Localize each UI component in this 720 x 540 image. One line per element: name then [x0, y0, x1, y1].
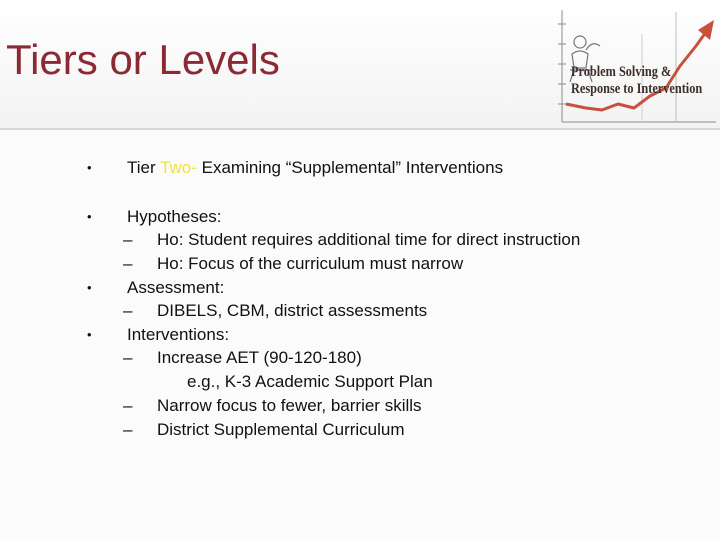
bullet-marker: • [87, 209, 92, 224]
slide-title: Tiers or Levels [6, 36, 280, 83]
title-divider [0, 128, 720, 130]
intervention-item: Narrow focus to fewer, barrier skills [157, 396, 422, 415]
bullet-marker: • [87, 160, 92, 175]
logo-line-1: Problem Solving & [571, 64, 672, 80]
intervention-example: e.g., K-3 Academic Support Plan [187, 372, 433, 391]
dash-marker: – [123, 230, 133, 249]
dash-marker: – [123, 301, 133, 320]
hypothesis-item: Ho: Focus of the curriculum must narrow [157, 254, 464, 273]
tier-suffix: Examining “Supplemental” Interventions [196, 158, 504, 177]
tier-prefix: Tier [127, 158, 161, 177]
intervention-item: Increase AET (90-120-180) [157, 348, 362, 367]
dash-marker: – [123, 348, 133, 367]
hypothesis-item: Ho: Student requires additional time for direct instruction [157, 230, 581, 249]
dash-marker: – [123, 254, 133, 273]
hypotheses-heading: Hypotheses: [127, 207, 222, 226]
intervention-item: District Supplemental Curriculum [157, 420, 405, 439]
assessment-item: DIBELS, CBM, district assessments [157, 301, 428, 320]
interventions-heading: Interventions: [127, 325, 230, 344]
dash-marker: – [123, 420, 133, 439]
tier-line [127, 158, 503, 178]
bullet-marker: • [87, 327, 92, 342]
logo-text [571, 64, 702, 98]
assessment-heading: Assessment: [127, 278, 225, 297]
bullet-marker: • [87, 280, 92, 295]
logo-line-2: Response to Intervention [571, 81, 703, 97]
tier-highlight: Two- [160, 158, 197, 177]
dash-marker: – [123, 396, 133, 415]
